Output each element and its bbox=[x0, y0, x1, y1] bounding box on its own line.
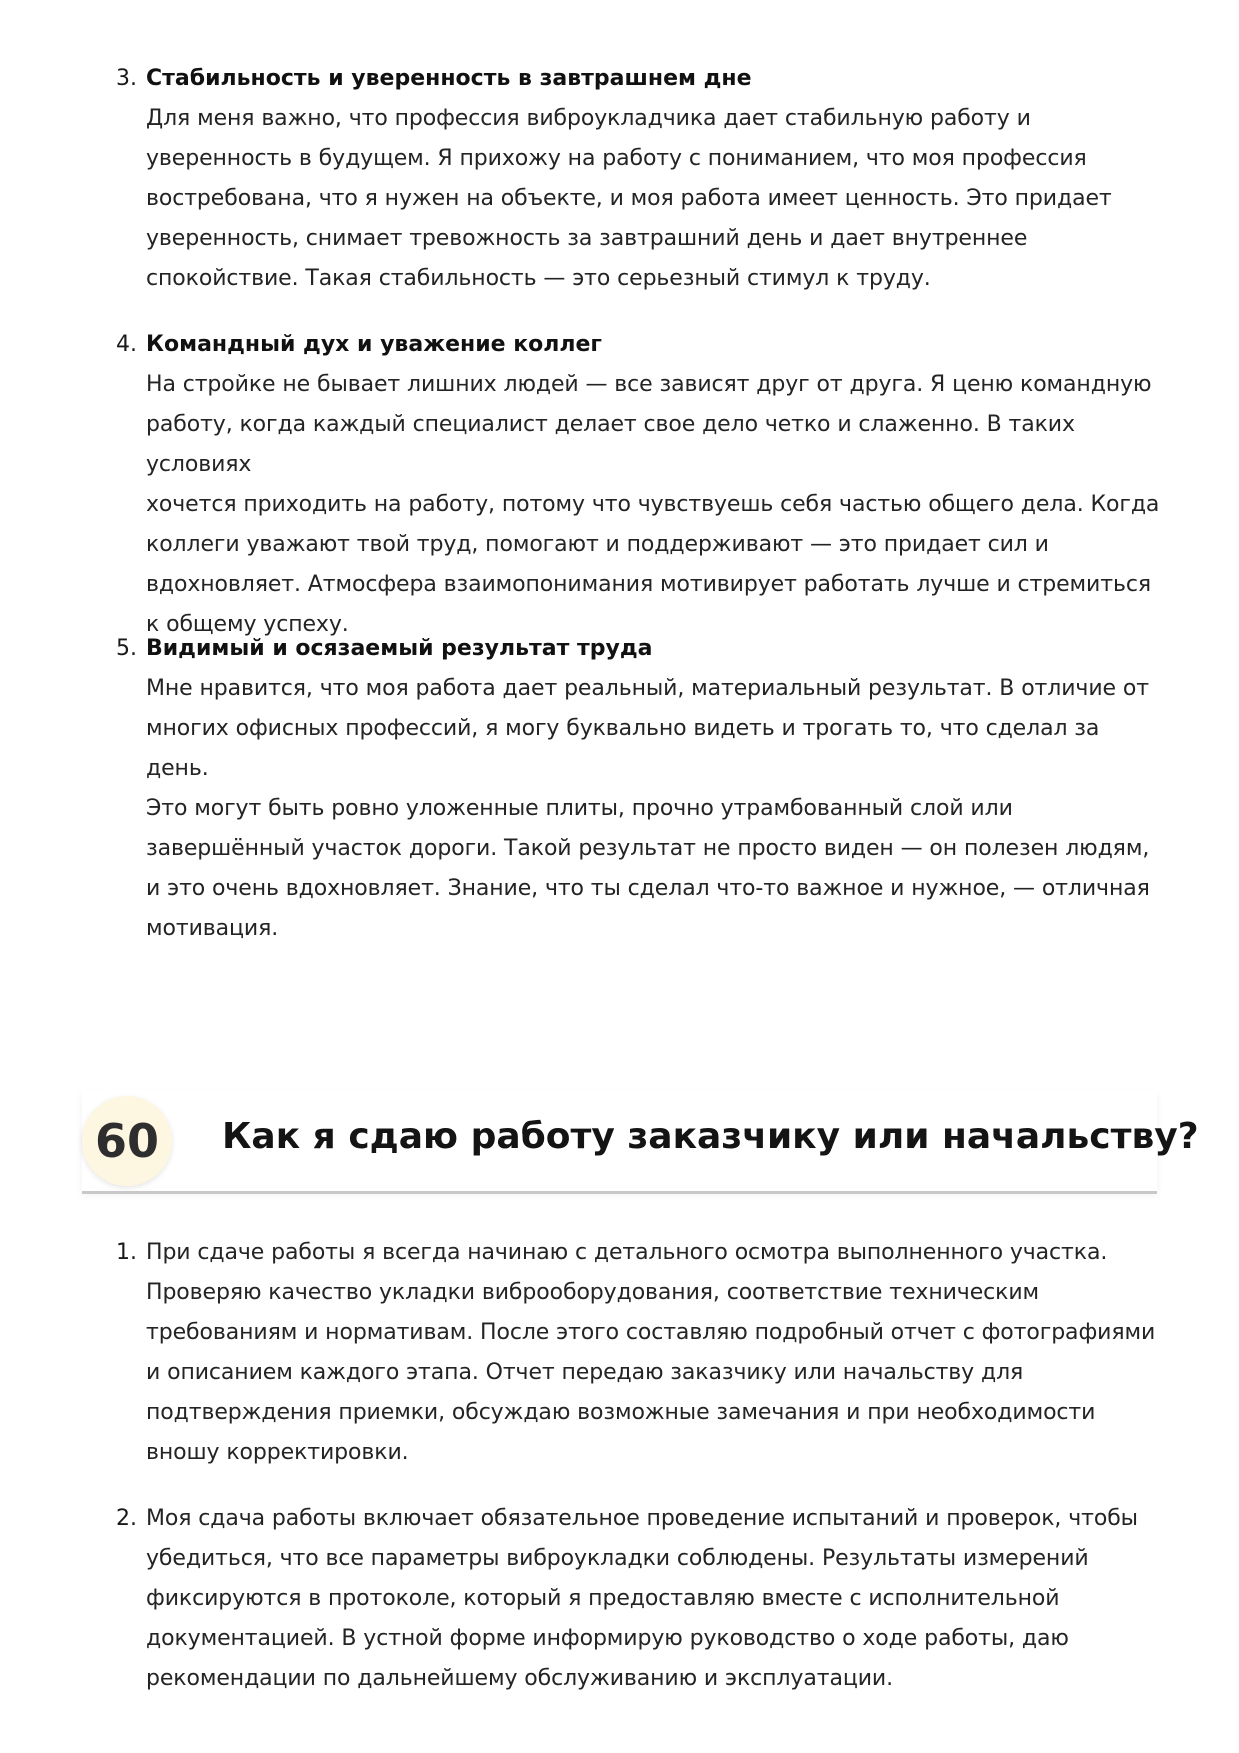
section-number-badge: 60 bbox=[82, 1096, 172, 1186]
section-header bbox=[82, 1090, 1199, 1185]
list-item-number: 1. bbox=[116, 1240, 137, 1265]
list-item-number: 5. bbox=[116, 636, 137, 661]
list-item-text: Моя сдача работы включает обязательное проведение испытаний и проверок, чтобы убедиться, что все параметры виброукладки соблюдены. Результаты измерений фиксируются в протоколе, который я предоставляю вместе с исполнительной документацией. В устной форме информирую руководство о ходе работы, даю рекомендации по дальнейшему обслуживанию и эксплуатации. bbox=[146, 1506, 1138, 1691]
section-divider bbox=[82, 1191, 1157, 1194]
section-title: Как я сдаю работу заказчику или начальству? bbox=[222, 1116, 1199, 1157]
list-item-text: На стройке не бывает лишних людей — все зависят друг от друга. Я ценю командную работу, когда каждый специалист делает свое дело четко и слаженно. В таких условиях хочется приходить на работу, потому что чувствуешь себя частью общего дела. Когда коллеги уважают твой труд, помогают и поддерживают — это придает сил и вдохновляет. Атмосфера взаимопонимания мотивирует работать лучше и стремиться к общему успеху. bbox=[146, 372, 1160, 637]
list-item-text: При сдаче работы я всегда начинаю с детального осмотра выполненного участка. Проверяю качество укладки виброоборудования, соответствие техническим требованиям и нормативам. После этого составляю подробный отчет с фотографиями и описанием каждого этапа. Отчет передаю заказчику или начальству для подтверждения приемки, обсуждаю возможные замечания и при необходимости вношу корректировки. bbox=[146, 1240, 1156, 1465]
list-item-text: Для меня важно, что профессия виброукладчика дает стабильную работу и уверенность в будущем. Я прихожу на работу с пониманием, что моя профессия востребована, что я нужен на объекте, и моя работа имеет ценность. Это придает уверенность, снимает тревожность за завтрашний день и дает внутреннее спокойствие. Такая стабильность — это серьезный стимул к труду. bbox=[146, 106, 1112, 291]
list-item-title: Командный дух и уважение коллег bbox=[146, 332, 602, 357]
list-item-number: 3. bbox=[116, 66, 137, 91]
list-item-text: Мне нравится, что моя работа дает реальный, материальный результат. В отличие от многих офисных профессий, я могу буквально видеть и трогать то, что сделал за день. Это могут быть ровно уложенные плиты, прочно утрамбованный слой или завершённый участок дороги. Такой результат не просто виден — он полезен людям, и это очень вдохновляет. Знание, что ты сделал что-то важное и нужное, — отличная мотивация. bbox=[146, 676, 1150, 941]
list-item-number: 4. bbox=[116, 332, 137, 357]
list-item-title: Видимый и осязаемый результат труда bbox=[146, 636, 653, 661]
list-item-number: 2. bbox=[116, 1506, 137, 1531]
list-item-title: Стабильность и уверенность в завтрашнем дне bbox=[146, 66, 752, 91]
